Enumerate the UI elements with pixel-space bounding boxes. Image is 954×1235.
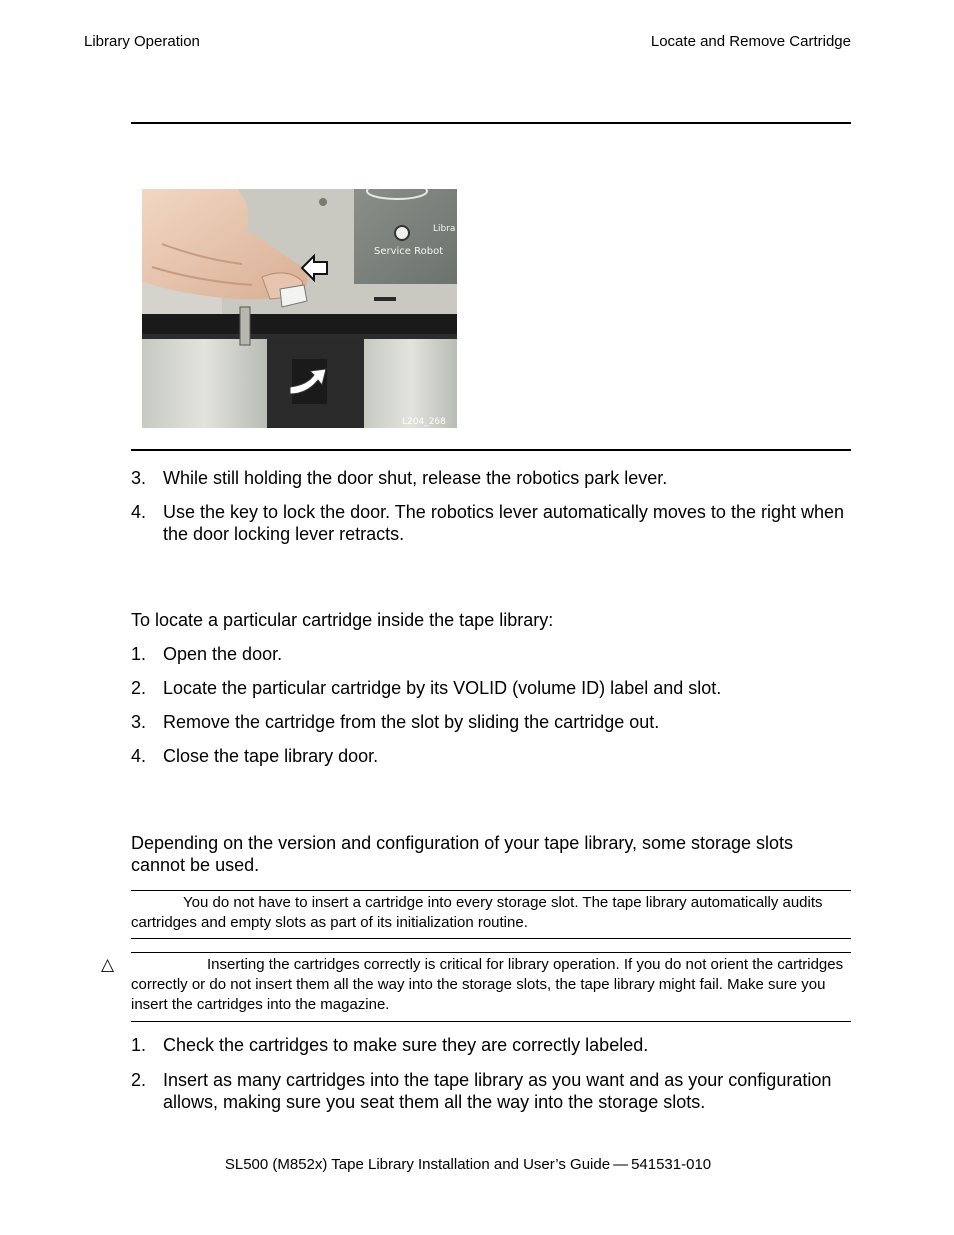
insert-intro: Depending on the version and configuration of your tape library, some storage slots cannot be used. <box>131 833 794 875</box>
note-text: You do not have to insert a cartridge into every storage slot. The tape library automatically audits cartridges and empty slots as part of its initialization routine. <box>131 894 823 931</box>
figure-bottom-rule <box>131 449 851 451</box>
photo-code-label: L204_268 <box>402 417 446 427</box>
figure-top-rule <box>131 122 851 124</box>
step-number: 4. <box>131 502 147 522</box>
photo-label-service-robot: Service Robot <box>374 246 444 257</box>
step-text: While still holding the door shut, release the robotics park lever. <box>163 468 668 488</box>
step-text: Insert as many cartridges into the tape library as you want and as your configuration allows, making sure you seat them all the way into the storage slots. <box>163 1070 832 1112</box>
photo-label-library: Libra <box>433 224 456 234</box>
footer-text: SL500 (M852x) Tape Library Installation and User’s Guide — 541531-010 <box>224 1156 712 1173</box>
step-number: 2. <box>131 678 147 698</box>
step-text: Close the tape library door. <box>163 746 379 766</box>
step-number: 1. <box>131 1035 147 1055</box>
caution-top-rule <box>131 952 851 953</box>
step-number: 3. <box>131 712 147 732</box>
note-bottom-rule <box>131 938 851 939</box>
step-number: 3. <box>131 468 147 488</box>
note-top-rule <box>131 890 851 891</box>
step-text: Check the cartridges to make sure they are correctly labeled. <box>163 1035 649 1055</box>
caution-text: Inserting the cartridges correctly is critical for library operation. If you do not orient the cartridges correctly or do not insert them all the way into the storage slots, the tape library might fail. Make sure you insert the cartridges into the magazine. <box>131 956 844 1013</box>
caution-bottom-rule <box>131 1021 851 1022</box>
step-text: Locate the particular cartridge by its VOLID (volume ID) label and slot. <box>163 678 722 698</box>
step-number: 1. <box>131 644 147 664</box>
step-text: Open the door. <box>163 644 283 664</box>
running-header-right: Locate and Remove Cartridge <box>650 33 851 50</box>
running-header-left: Library Operation <box>84 33 200 50</box>
caution-icon: △ <box>101 955 115 974</box>
step-text: Use the key to lock the door. The robotics lever automatically moves to the right when the door locking lever retracts. <box>163 502 845 544</box>
door-lever-photo <box>142 189 457 428</box>
locate-intro: To locate a particular cartridge inside the tape library: <box>131 610 554 630</box>
step-text: Remove the cartridge from the slot by sliding the cartridge out. <box>163 712 660 732</box>
step-number: 2. <box>131 1070 147 1090</box>
page-footer <box>0 1156 954 1173</box>
step-number: 4. <box>131 746 147 766</box>
